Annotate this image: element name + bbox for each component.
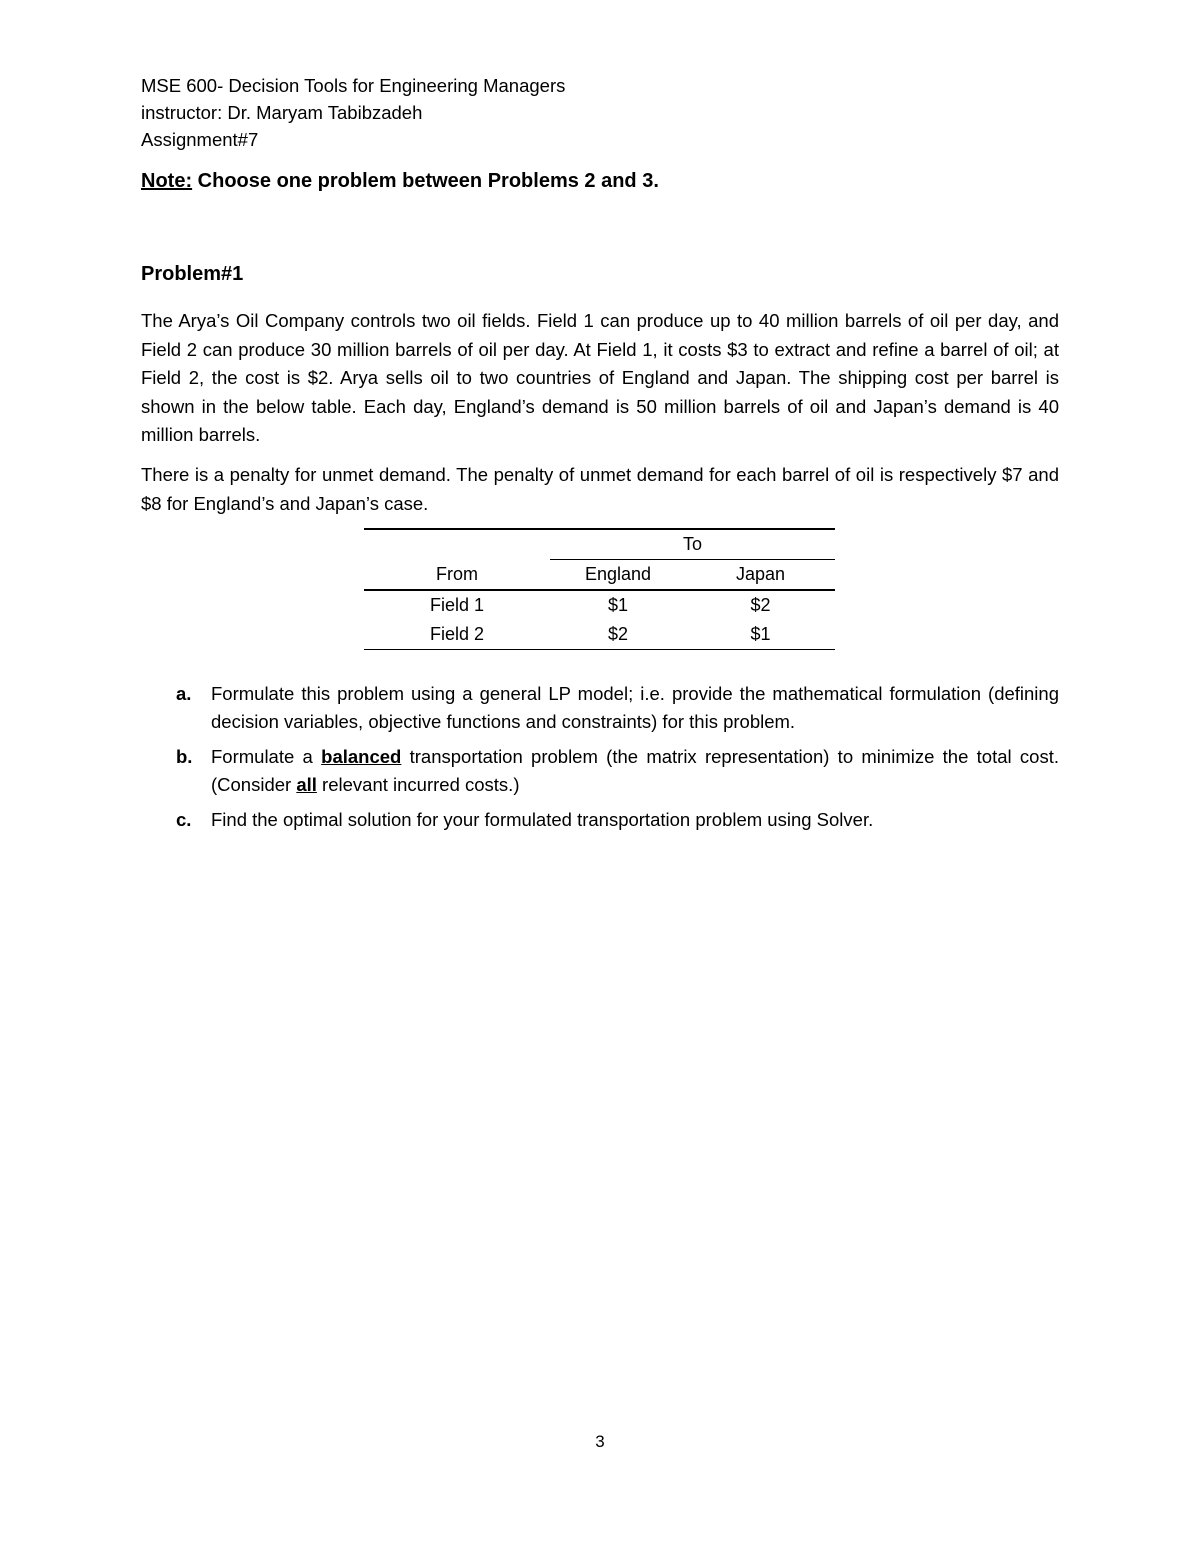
table-header-to: To	[550, 529, 835, 560]
question-letter: a.	[176, 683, 192, 704]
table-cell-england: $2	[550, 620, 686, 650]
table-cell-empty	[364, 529, 550, 560]
instructor-line: instructor: Dr. Maryam Tabibzadeh	[141, 102, 423, 123]
table-cell-japan: $1	[686, 620, 835, 650]
table-cell-japan: $2	[750, 595, 771, 615]
question-c	[176, 806, 1059, 834]
problem-title: Problem#1	[141, 263, 244, 285]
question-text-part: Formulate a	[211, 746, 322, 767]
table-header-japan: Japan	[686, 560, 835, 591]
table-cell-from: Field 2	[364, 620, 550, 650]
question-letter: c.	[176, 809, 192, 830]
table-row	[364, 560, 835, 591]
note-line	[141, 170, 659, 193]
problem-paragraph-1: The Arya’s Oil Company controls two oil fields. Field 1 can produce up to 40 million barrels of oil per day, and Field 2 can produce 30 million barrels of oil per day. At Field 1, it costs $3 to extract and refine a barrel of oil; at Field 2, the cost is $2. Arya sells oil to two countries of England and Japan. The shipping cost per barrel is shown in the below table. Each day, England’s demand is 50 million barrels of oil and Japan’s demand is 40 million barrels.	[141, 310, 1059, 445]
note-label: Note:	[141, 170, 193, 192]
emphasis-all: all	[296, 774, 317, 795]
table-row	[364, 590, 835, 620]
table-row	[364, 620, 835, 650]
question-a	[176, 680, 1059, 736]
note-text: Choose one problem between Problems 2 and 3.	[192, 170, 659, 192]
question-text: Find the optimal solution for your formulated transportation problem using Solver.	[211, 809, 874, 830]
question-letter: b.	[176, 746, 193, 767]
question-text-part: relevant incurred costs.)	[316, 774, 520, 795]
question-text: Formulate this problem using a general LP model; i.e. provide the mathematical formulation (defining decision variables, objective functions and constraints) for this problem.	[211, 683, 1059, 732]
page-number: 3	[595, 1432, 605, 1451]
question-b	[176, 743, 1059, 799]
question-text-part: transportation problem (the matrix representation) to minimize the total cost. (Consider	[211, 746, 1059, 795]
document-header	[141, 72, 565, 153]
table-row	[364, 529, 835, 560]
table-cell-from: Field 1	[429, 595, 485, 615]
question-list	[176, 680, 1059, 841]
table-header-from: From	[364, 560, 550, 591]
shipping-cost-table	[364, 528, 835, 650]
emphasis-balanced: balanced	[321, 746, 402, 767]
course-title: MSE 600- Decision Tools for Engineering Managers	[141, 75, 566, 96]
problem-paragraph-2: There is a penalty for unmet demand. The penalty of unmet demand for each barrel of oil is respectively $7 and $8 for England’s and Japan’s case.	[141, 464, 1059, 514]
table-header-england: England	[550, 560, 686, 591]
assignment-line: Assignment#7	[141, 129, 259, 150]
table-cell-england: $1	[607, 595, 629, 615]
